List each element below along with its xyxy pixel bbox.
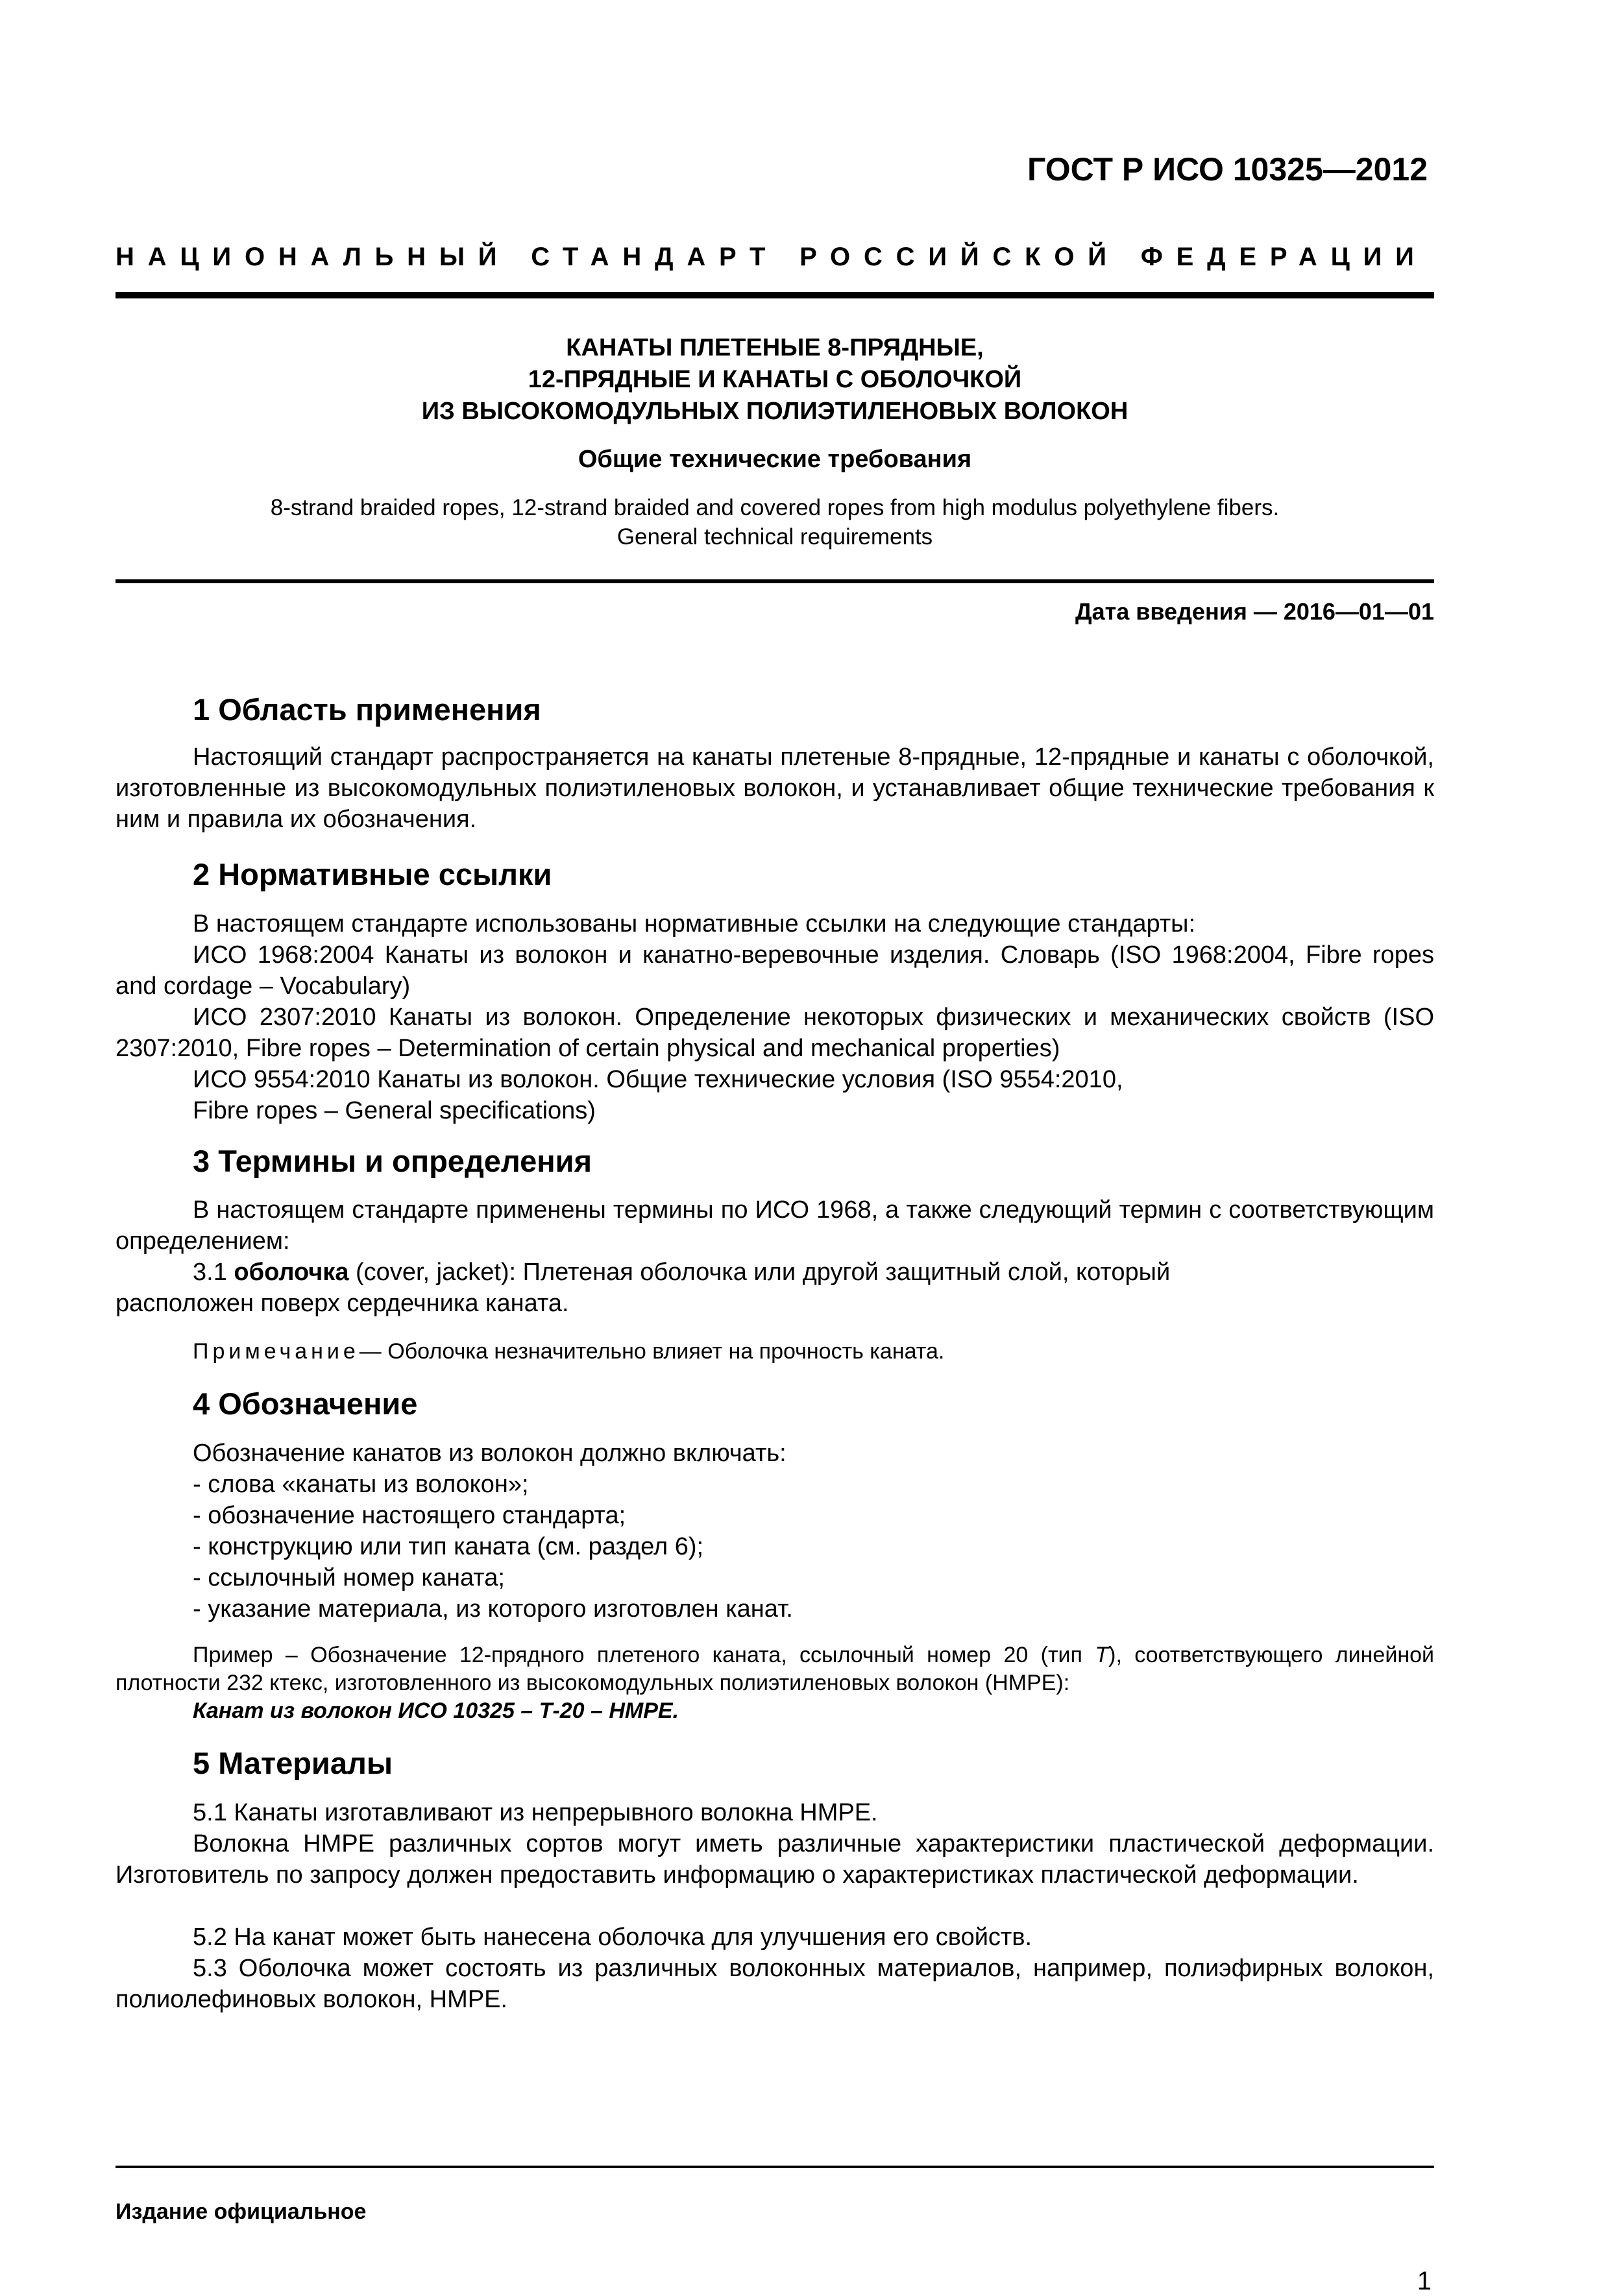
- note: [116, 1338, 1434, 1366]
- reference-line: ИСО 9554:2010 Канаты из волокон. Общие технические условия (ISO 9554:2010,: [193, 1066, 1123, 1093]
- example-text: ), соответствующего линейной плотности 232 ктекс, изготовленного из высокомодульных полиэтиленовых волокон (HMPE):: [116, 1643, 1434, 1695]
- reference-line: Fibre ropes – General specifications): [193, 1097, 596, 1124]
- title-line: ИЗ ВЫСОКОМОДУЛЬНЫХ ПОЛИЭТИЛЕНОВЫХ ВОЛОКОН: [421, 398, 1128, 425]
- reference-iso-1968: ИСО 1968:2004 Канаты из волокон и канатно-веревочные изделия. Словарь (ISO 1968:2004, Fibre ropes and cordage – Vocabulary): [116, 941, 1434, 1000]
- term-name: оболочка: [234, 1259, 349, 1286]
- standard-code: ГОСТ Р ИСО 10325—2012: [1027, 151, 1428, 187]
- english-title: [116, 493, 1434, 551]
- section-2-heading: 2 Нормативные ссылки: [193, 857, 552, 891]
- title-divider: [116, 579, 1434, 583]
- section-5-heading: 5 Материалы: [193, 1746, 393, 1780]
- designation-intro: Обозначение канатов из волокон должно включать:: [193, 1440, 787, 1467]
- english-title-line: 8-strand braided ropes, 12-strand braided and covered ropes from high modulus polyethylene fibers.: [270, 495, 1280, 520]
- section-3-heading: 3 Термины и определения: [193, 1144, 592, 1178]
- note-text: — Оболочка незначительно влияет на прочность каната.: [359, 1339, 945, 1364]
- term-definition-continuation: расположен поверх сердечника каната.: [116, 1290, 569, 1317]
- term-definition-text: (cover, jacket): Плетеная оболочка или другой защитный слой, который: [348, 1259, 1171, 1286]
- designation-example: [116, 1641, 1434, 1697]
- term-number: 3.1: [193, 1259, 234, 1286]
- document-title: [116, 332, 1434, 428]
- introduction-date: Дата введения — 2016—01—01: [1075, 598, 1434, 625]
- section-4-heading: 4 Обозначение: [193, 1386, 418, 1421]
- official-edition-label: Издание официальное: [116, 2199, 367, 2224]
- section-5-paragraph: Волокна HMPE различных сортов могут иметь различные характеристики пластической деформации. Изготовитель по запросу должен предоставить информацию о характеристиках пластической деформации.: [116, 1830, 1434, 1889]
- list-item: - обозначение настоящего стандарта;: [193, 1502, 626, 1529]
- title-line: 12-ПРЯДНЫЕ И КАНАТЫ С ОБОЛОЧКОЙ: [528, 366, 1022, 393]
- footer-divider: [116, 2166, 1434, 2168]
- note-label: Примечание: [193, 1339, 360, 1364]
- section-5-paragraph: 5.1 Канаты изготавливают из непрерывного волокна HMPE.: [193, 1799, 878, 1826]
- title-line: КАНАТЫ ПЛЕТЕНЫЕ 8-ПРЯДНЫЕ,: [566, 334, 984, 361]
- section-5-paragraph: 5.3 Оболочка может состоять из различных волоконных материалов, например, полиэфирных волокон, полиолефиновых волокон, HMPE.: [116, 1955, 1434, 2013]
- designation-list: [116, 1438, 1434, 1625]
- section-1-heading: 1 Область применения: [193, 692, 541, 727]
- section-1-paragraph: Настоящий стандарт распространяется на канаты плетеные 8-прядные, 12-прядные и канаты с оболочкой, изготовленные из высокомодульных полиэтиленовых волокон, и устанавливает общие технические требования к ним и правила их обозначения.: [116, 743, 1434, 833]
- list-item: - указание материала, из которого изготовлен канат.: [193, 1595, 793, 1623]
- list-item: - ссылочный номер каната;: [193, 1564, 505, 1591]
- document-subtitle: Общие технические требования: [578, 446, 972, 473]
- example-type: T: [1095, 1643, 1109, 1667]
- national-standard-banner: НАЦИОНАЛЬНЫЙ СТАНДАРТ РОССИЙСКОЙ ФЕДЕРАЦИИ: [116, 243, 1428, 271]
- example-text: Пример – Обозначение 12-прядного плетеного каната, ссылочный номер 20 (тип: [193, 1643, 1095, 1667]
- section-2-intro: В настоящем стандарте использованы нормативные ссылки на следующие стандарты:: [193, 910, 1196, 937]
- english-title-line: General technical requirements: [616, 524, 933, 550]
- reference-iso-9554: [116, 1064, 1434, 1126]
- term-definition: [116, 1257, 1434, 1288]
- example-designation: Канат из волокон ИСО 10325 – Т-20 – HMPE.: [193, 1698, 679, 1723]
- section-5-paragraph: 5.2 На канат может быть нанесена оболочка для улучшения его свойств.: [193, 1924, 1032, 1951]
- header-divider: [116, 292, 1434, 298]
- section-3-intro: В настоящем стандарте применены термины по ИСО 1968, а также следующий термин с соответствующим определением:: [116, 1196, 1434, 1255]
- list-item: - слова «канаты из волокон»;: [193, 1471, 529, 1498]
- reference-iso-2307: ИСО 2307:2010 Канаты из волокон. Определение некоторых физических и механических свойств (ISO 2307:2010, Fibre ropes – Determination of certain physical and mechanical properties): [116, 1004, 1434, 1062]
- list-item: - конструкцию или тип каната (см. раздел 6);: [193, 1533, 704, 1560]
- page-number: 1: [1417, 2267, 1432, 2295]
